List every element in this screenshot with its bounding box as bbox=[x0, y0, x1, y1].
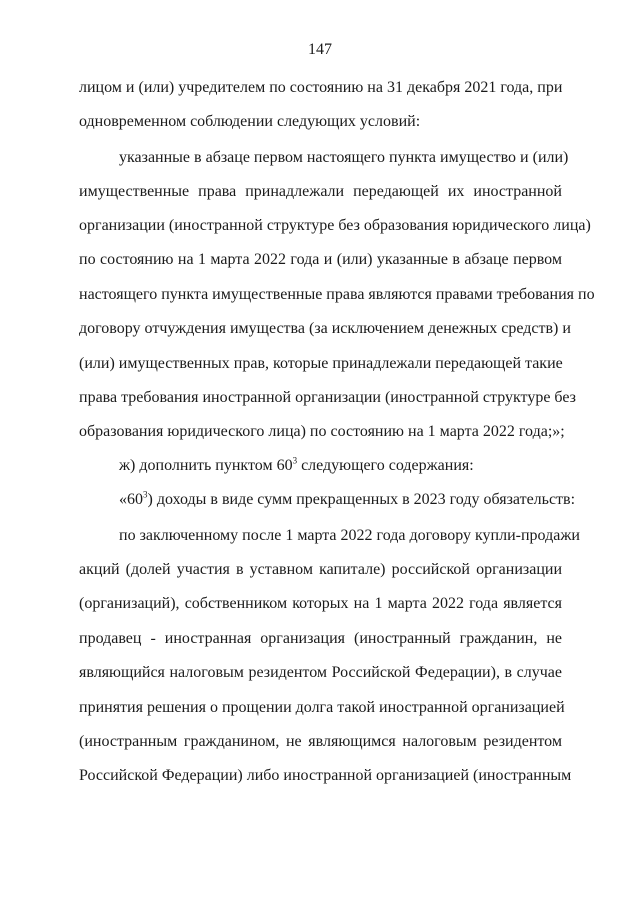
text-line: акций (долей участия в уставном капитале) российской организации bbox=[79, 561, 562, 578]
text-line: (организаций), собственником которых на 1 марта 2022 года является bbox=[79, 595, 562, 612]
text-fragment: «60 bbox=[119, 491, 143, 508]
page-number: 147 bbox=[308, 41, 332, 58]
text-line: являющийся налоговым резидентом Российской Федерации), в случае bbox=[79, 664, 562, 681]
text-line-superscript bbox=[79, 489, 576, 510]
text-line: имущественные права принадлежали передающей их иностранной bbox=[79, 183, 562, 200]
text-line: Российской Федерации) либо иностранной организацией (иностранным bbox=[79, 767, 572, 784]
text-fragment: следующего содержания: bbox=[297, 457, 474, 474]
text-line: лицом и (или) учредителем по состоянию на 31 декабря 2021 года, при bbox=[79, 79, 563, 96]
text-line: настоящего пункта имущественные права являются правами требования по bbox=[79, 286, 595, 303]
text-fragment: ) доходы в виде сумм прекращенных в 2023 году обязательств: bbox=[147, 491, 576, 508]
text-line: права требования иностранной организации (иностранной структуре без bbox=[79, 389, 576, 406]
text-fragment: ж) дополнить пунктом 60 bbox=[119, 457, 293, 474]
text-line: принятия решения о прощении долга такой иностранной организацией bbox=[79, 699, 565, 716]
text-line: организации (иностранной структуре без образования юридического лица) bbox=[79, 217, 591, 234]
text-line: образования юридического лица) по состоянию на 1 марта 2022 года;»; bbox=[79, 423, 565, 440]
text-line: по состоянию на 1 марта 2022 года и (или) указанные в абзаце первом bbox=[79, 251, 562, 268]
text-line: (иностранным гражданином, не являющимся налоговым резидентом bbox=[79, 733, 562, 750]
text-line: по заключенному после 1 марта 2022 года договору купли-продажи bbox=[119, 527, 580, 544]
text-line: (или) имущественных прав, которые принадлежали передающей такие bbox=[79, 355, 563, 372]
text-line: продавец - иностранная организация (иностранный гражданин, не bbox=[79, 630, 562, 647]
superscript: 3 bbox=[292, 455, 298, 466]
text-line: указанные в абзаце первом настоящего пункта имущество и (или) bbox=[119, 149, 569, 166]
text-line: договору отчуждения имущества (за исключением денежных средств) и bbox=[79, 320, 571, 337]
text-line-superscript bbox=[79, 456, 562, 476]
text-line: одновременном соблюдении следующих условий: bbox=[79, 113, 421, 130]
superscript: 3 bbox=[143, 489, 148, 500]
